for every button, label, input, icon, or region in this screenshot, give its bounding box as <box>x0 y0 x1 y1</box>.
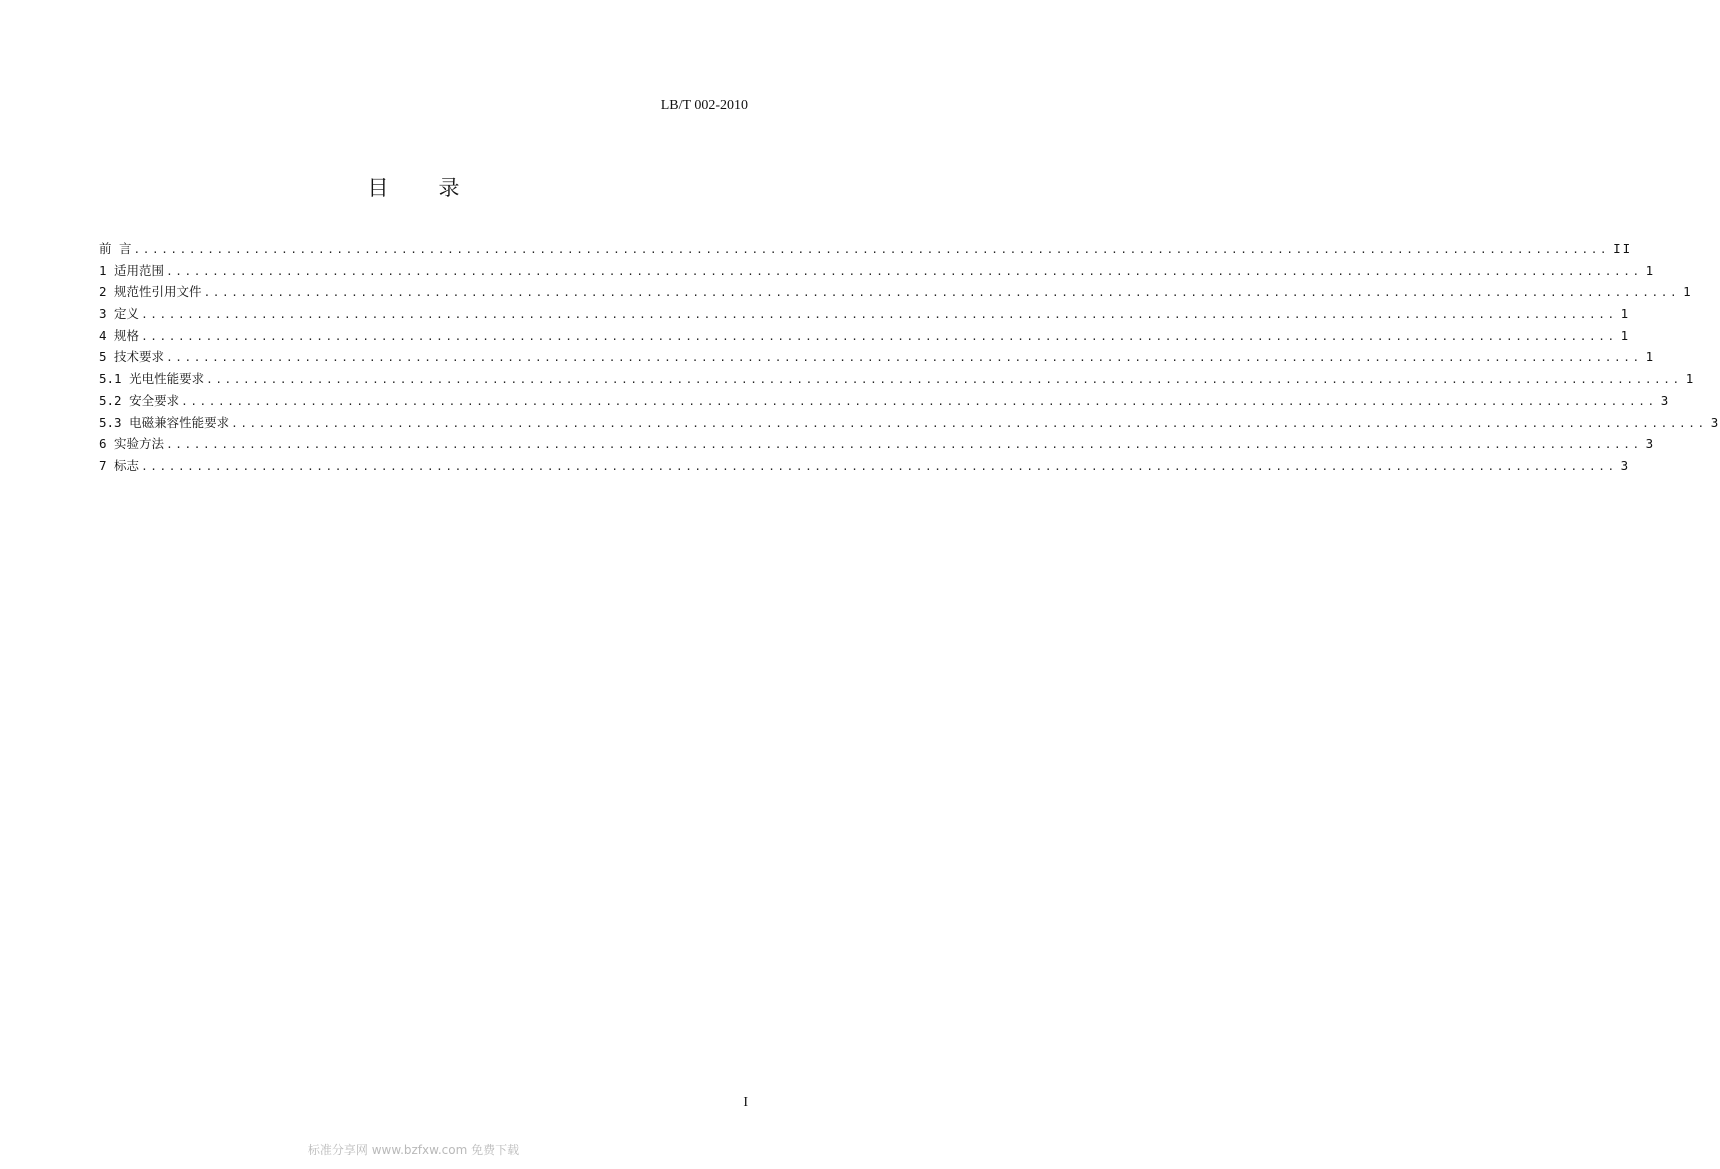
toc-entry-page: 3 <box>1710 414 1720 430</box>
toc-entry-preface[interactable] <box>99 239 1633 261</box>
toc-entry-emc-requirements[interactable] <box>99 413 1720 435</box>
toc-entry-scope[interactable] <box>99 261 1656 283</box>
toc-entry-photoelectric-requirements[interactable] <box>99 369 1696 391</box>
toc-entry-safety-requirements[interactable] <box>99 391 1671 413</box>
toc-entry-label: 5.2 安全要求 <box>99 392 180 408</box>
watermark: 标准分享网 www.bzfxw.com 免费下载 <box>307 1143 520 1157</box>
toc-entry-page: II <box>1613 241 1633 256</box>
toc-entry-label: 2 规范性引用文件 <box>99 284 202 300</box>
toc-leader-dots: ................................................................................................................................................................ <box>203 286 1680 300</box>
toc-entry-marking[interactable] <box>99 456 1631 478</box>
table-of-contents <box>99 239 1720 478</box>
title-char-1: 目 <box>367 176 389 200</box>
toc-entry-page: 1 <box>1683 284 1693 300</box>
toc-leader-dots: ................................................................................................................................................................ <box>206 373 1682 387</box>
toc-leader-dots: ................................................................................................................................................................ <box>231 416 1707 430</box>
toc-entry-label: 6 实验方法 <box>99 436 165 452</box>
toc-entry-page: 1 <box>1645 262 1656 278</box>
toc-leader-dots: ................................................................................................................................................................ <box>141 329 1617 343</box>
toc-leader-dots: ................................................................................................................................................................ <box>141 308 1617 322</box>
toc-entry-label: 5.3 电磁兼容性能要求 <box>99 414 230 430</box>
toc-leader-dots: ................................................................................................................................................................ <box>141 459 1617 473</box>
page-title <box>0 172 827 202</box>
toc-leader-dots: ................................................................................................................................................................ <box>133 243 1610 256</box>
toc-entry-label: 7 标志 <box>99 457 140 473</box>
toc-entry-label: 4 规格 <box>99 327 140 343</box>
standard-code: LB/T 002-2010 <box>660 98 748 113</box>
toc-entry-label: 前 言 <box>99 241 132 256</box>
toc-leader-dots: ................................................................................................................................................................ <box>166 438 1642 452</box>
toc-leader-dots: ................................................................................................................................................................ <box>166 264 1642 278</box>
toc-entry-label: 5.1 光电性能要求 <box>99 371 205 387</box>
toc-entry-page: 3 <box>1660 392 1671 408</box>
toc-entry-page: 1 <box>1620 306 1631 322</box>
toc-entry-page: 1 <box>1685 371 1696 387</box>
toc-entry-label: 5 技术要求 <box>99 349 165 365</box>
toc-entry-normative-references[interactable] <box>99 282 1693 304</box>
toc-entry-definitions[interactable] <box>99 304 1631 326</box>
toc-entry-label: 3 定义 <box>99 306 140 322</box>
toc-entry-page: 3 <box>1620 457 1631 473</box>
toc-entry-page: 3 <box>1645 436 1656 452</box>
toc-entry-test-methods[interactable] <box>99 434 1656 456</box>
toc-entry-label: 1 适用范围 <box>99 262 165 278</box>
toc-entry-technical-requirements[interactable] <box>99 347 1656 369</box>
toc-entry-page: 1 <box>1645 349 1656 365</box>
toc-entry-specifications[interactable] <box>99 326 1631 348</box>
toc-leader-dots: ................................................................................................................................................................ <box>181 394 1657 408</box>
toc-entry-page: 1 <box>1620 327 1631 343</box>
page-number: I <box>743 1095 748 1110</box>
title-char-2: 录 <box>438 176 460 200</box>
toc-leader-dots: ................................................................................................................................................................ <box>166 351 1642 365</box>
